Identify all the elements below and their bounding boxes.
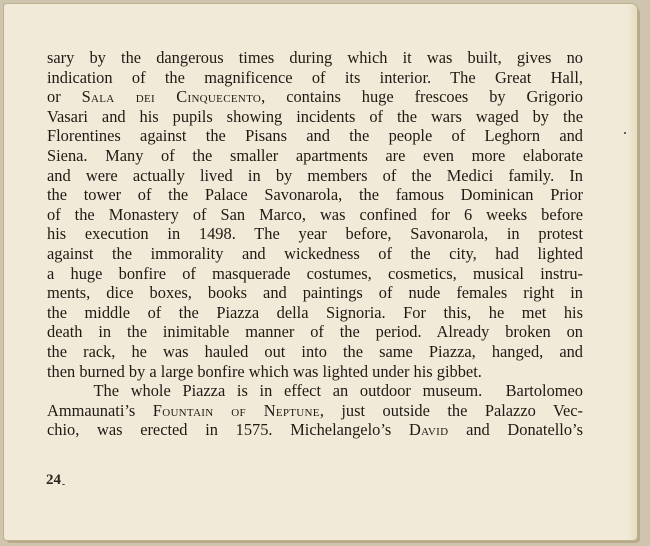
text-run: and Donatello’s <box>448 420 583 440</box>
text-line <box>47 401 583 421</box>
text-run: the rack, he was hauled out into the same Piazza, hanged, and <box>47 341 583 361</box>
text-line <box>47 87 583 107</box>
ink-speck <box>62 484 65 485</box>
text-line <box>47 185 583 205</box>
text-run: indication of the magnificence of its interior. The Great Hall, <box>47 67 583 87</box>
text-run: The whole Piazza is in effect an outdoor museum. Bartolomeo <box>47 381 583 401</box>
text-run: Siena. Many of the smaller apartments are even more elaborate <box>47 145 583 165</box>
text-line <box>47 420 583 440</box>
body-text <box>47 48 583 440</box>
small-caps-name: Fountain of Neptune <box>152 400 320 420</box>
text-run: , contains huge frescoes by Grigorio <box>261 87 583 107</box>
text-run: or <box>47 87 82 107</box>
text-line <box>47 342 583 362</box>
text-run: ments, dice boxes, books and paintings of nude females right in <box>47 283 583 303</box>
text-run: sary by the dangerous times during which it was built, gives no <box>47 48 583 67</box>
text-run: and were actually lived in by members of the Medici family. In <box>47 165 583 185</box>
page-number: 24 <box>46 472 61 488</box>
text-run: , just outside the Palazzo Vec- <box>319 400 583 420</box>
text-run: his execution in 1498. The year before, Savonarola, in protest <box>47 224 583 244</box>
text-line <box>47 205 583 225</box>
text-run: then burned by a large bonfire which was lighted under his gibbet. <box>47 361 482 381</box>
small-caps-name: Sala dei Cinquecento <box>81 87 262 107</box>
text-run: Vasari and his pupils showing incidents of the wars waged by the <box>47 106 583 126</box>
text-line <box>47 303 583 323</box>
text-line <box>47 107 583 127</box>
text-run: the tower of the Palace Savonarola, the famous Dominican Prior <box>47 185 583 205</box>
book-page <box>4 4 637 540</box>
ink-speck <box>624 132 626 134</box>
text-run: chio, was erected in 1575. Michelangelo’s <box>47 420 409 440</box>
text-line <box>47 146 583 166</box>
text-line <box>47 264 583 284</box>
text-line <box>47 68 583 88</box>
text-run: Ammaunati’s <box>47 400 153 420</box>
text-run: death in the inimitable manner of the period. Already broken on <box>47 322 583 342</box>
text-line <box>47 381 583 401</box>
text-line <box>47 362 583 382</box>
text-run: the middle of the Piazza della Signoria. For this, he met his <box>47 302 583 322</box>
text-line <box>47 224 583 244</box>
text-run: Florentines against the Pisans and the people of Leghorn and <box>47 126 583 146</box>
text-line <box>47 322 583 342</box>
text-line <box>47 166 583 186</box>
text-line <box>47 283 583 303</box>
page-edge <box>627 4 637 540</box>
text-run: against the immorality and wickedness of the city, had lighted <box>47 243 583 263</box>
small-caps-name: David <box>408 420 449 440</box>
text-line <box>47 48 583 68</box>
text-run: a huge bonfire of masquerade costumes, cosmetics, musical instru- <box>47 263 583 283</box>
text-run: of the Monastery of San Marco, was confined for 6 weeks before <box>47 204 583 224</box>
text-line <box>47 244 583 264</box>
text-line <box>47 126 583 146</box>
